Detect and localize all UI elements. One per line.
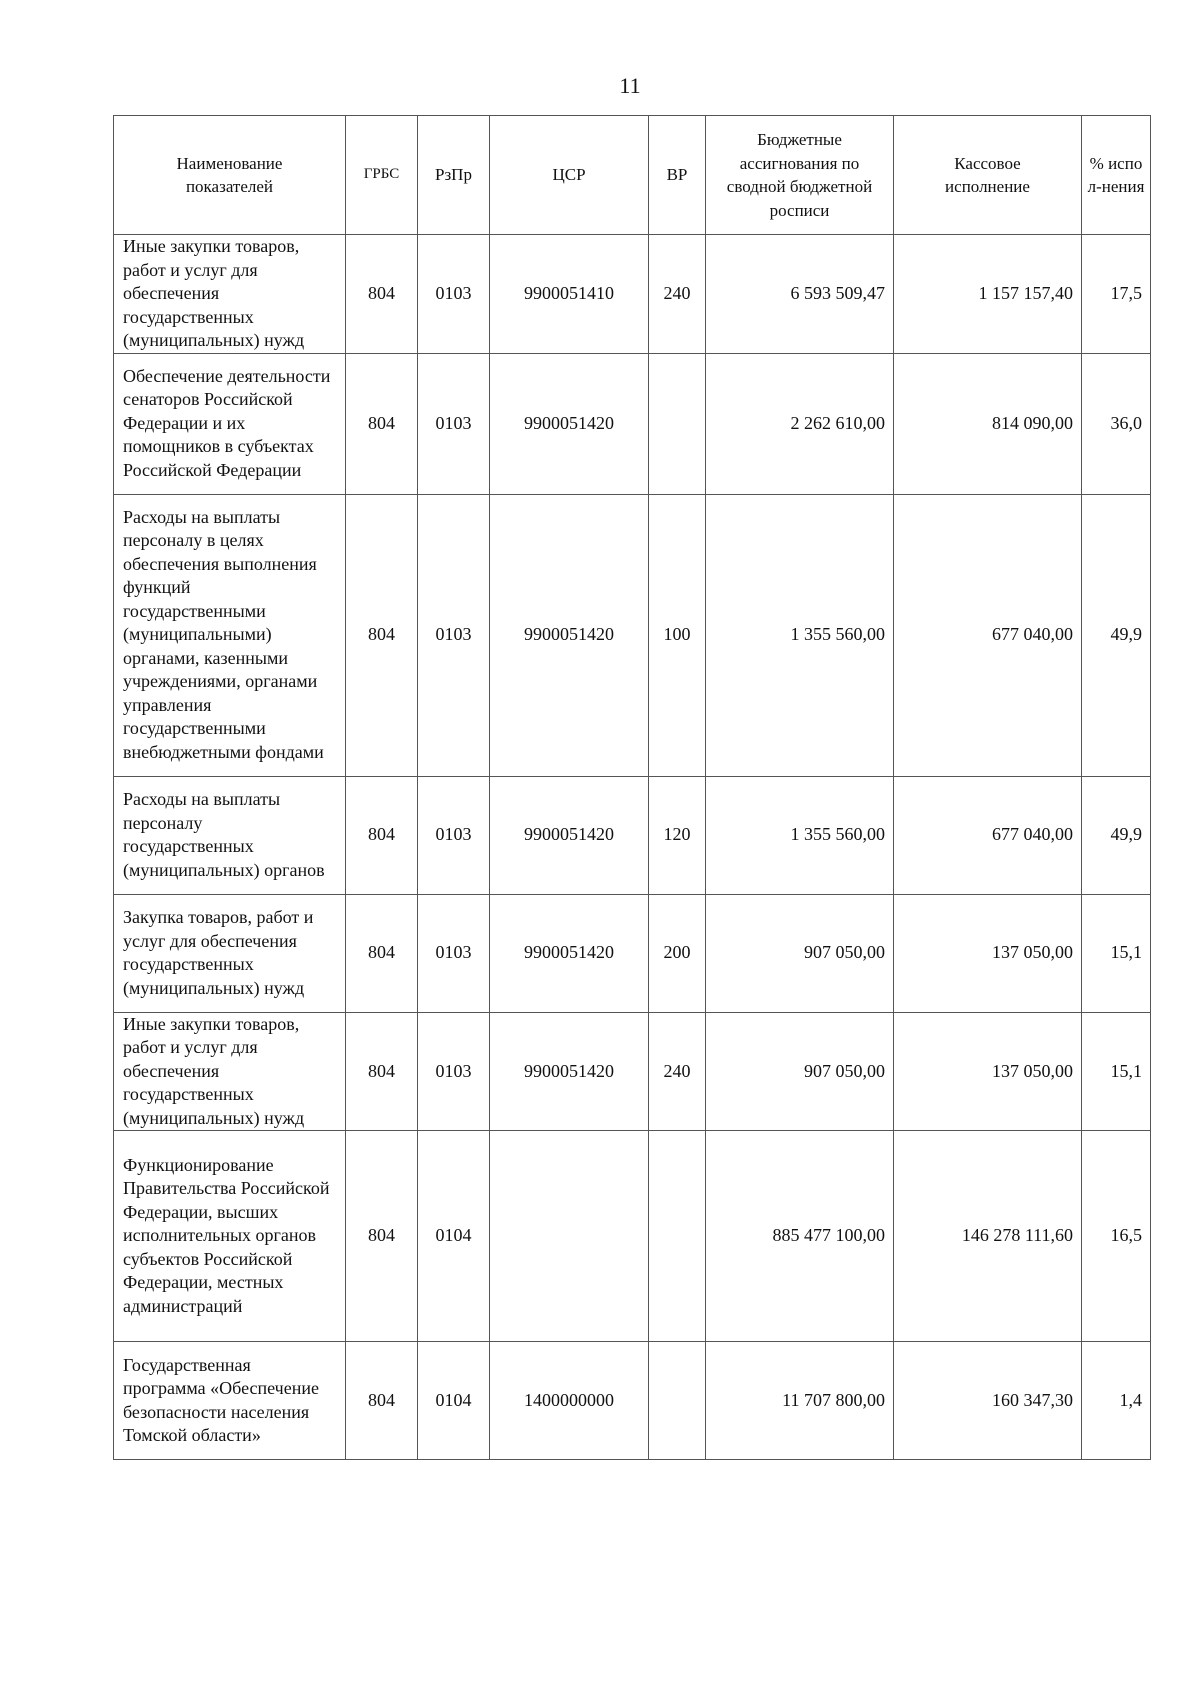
- header-name: Наименование показателей: [114, 116, 346, 235]
- row-grbs: 804: [346, 494, 418, 776]
- row-rzpr: 0103: [418, 235, 490, 354]
- row-rzpr: 0103: [418, 1012, 490, 1131]
- row-percent: 36,0: [1082, 353, 1151, 494]
- row-percent: 15,1: [1082, 1012, 1151, 1131]
- row-csr: 9900051420: [490, 776, 649, 894]
- row-cash-execution: 137 050,00: [894, 1012, 1082, 1131]
- row-grbs: 804: [346, 235, 418, 354]
- row-csr: 9900051420: [490, 353, 649, 494]
- row-percent: 15,1: [1082, 894, 1151, 1012]
- row-cash-execution: 137 050,00: [894, 894, 1082, 1012]
- row-grbs: 804: [346, 894, 418, 1012]
- header-grbs: ГРБС: [346, 116, 418, 235]
- table-header-row: [114, 116, 1151, 235]
- row-name: Расходы на выплаты персоналу государственных (муниципальных) органов: [114, 776, 346, 894]
- row-vr: 100: [649, 494, 706, 776]
- row-assignments: 6 593 509,47: [706, 235, 894, 354]
- row-csr: 1400000000: [490, 1342, 649, 1460]
- budget-execution-table: [113, 115, 1151, 1460]
- row-assignments: 907 050,00: [706, 1012, 894, 1131]
- row-grbs: 804: [346, 776, 418, 894]
- row-csr: 9900051420: [490, 494, 649, 776]
- row-cash-execution: 146 278 111,60: [894, 1131, 1082, 1342]
- table-row: [114, 776, 1151, 894]
- table-row: [114, 1131, 1151, 1342]
- row-rzpr: 0104: [418, 1131, 490, 1342]
- row-name: Функционирование Правительства Российской Федерации, высших исполнительных органов субъектов Российской Федерации, местных администраций: [114, 1131, 346, 1342]
- row-csr: [490, 1131, 649, 1342]
- row-cash-execution: 677 040,00: [894, 494, 1082, 776]
- row-cash-execution: 160 347,30: [894, 1342, 1082, 1460]
- row-assignments: 11 707 800,00: [706, 1342, 894, 1460]
- row-rzpr: 0103: [418, 353, 490, 494]
- row-name: Обеспечение деятельности сенаторов Российской Федерации и их помощников в субъектах Российской Федерации: [114, 353, 346, 494]
- row-rzpr: 0103: [418, 776, 490, 894]
- row-csr: 9900051410: [490, 235, 649, 354]
- table-row: [114, 1012, 1151, 1131]
- row-percent: 49,9: [1082, 494, 1151, 776]
- row-vr: [649, 353, 706, 494]
- row-vr: 240: [649, 235, 706, 354]
- row-vr: [649, 1131, 706, 1342]
- table-row: [114, 894, 1151, 1012]
- header-percent: % испол-нения: [1082, 116, 1151, 235]
- row-cash-execution: 677 040,00: [894, 776, 1082, 894]
- header-assignments: Бюджетные ассигнования по сводной бюджетной росписи: [706, 116, 894, 235]
- row-percent: 17,5: [1082, 235, 1151, 354]
- header-rzpr: РзПр: [418, 116, 490, 235]
- row-rzpr: 0104: [418, 1342, 490, 1460]
- row-assignments: 885 477 100,00: [706, 1131, 894, 1342]
- row-percent: 1,4: [1082, 1342, 1151, 1460]
- header-cash-execution: Кассовое исполнение: [894, 116, 1082, 235]
- row-name: Расходы на выплаты персоналу в целях обеспечения выполнения функций государственными (муниципальными) органами, казенными учреждениями, органами управления государственными внебюджетными фондами: [114, 494, 346, 776]
- row-grbs: 804: [346, 1131, 418, 1342]
- header-csr: ЦСР: [490, 116, 649, 235]
- row-percent: 49,9: [1082, 776, 1151, 894]
- row-assignments: 907 050,00: [706, 894, 894, 1012]
- row-name: Государственная программа «Обеспечение безопасности населения Томской области»: [114, 1342, 346, 1460]
- row-percent: 16,5: [1082, 1131, 1151, 1342]
- row-name: Закупка товаров, работ и услуг для обеспечения государственных (муниципальных) нужд: [114, 894, 346, 1012]
- row-cash-execution: 1 157 157,40: [894, 235, 1082, 354]
- table-row: [114, 494, 1151, 776]
- row-csr: 9900051420: [490, 894, 649, 1012]
- row-name: Иные закупки товаров, работ и услуг для обеспечения государственных (муниципальных) нужд: [114, 235, 346, 354]
- page-number: 11: [619, 73, 641, 98]
- table-row: [114, 1342, 1151, 1460]
- row-assignments: 1 355 560,00: [706, 494, 894, 776]
- row-vr: 240: [649, 1012, 706, 1131]
- row-grbs: 804: [346, 1012, 418, 1131]
- row-name: Иные закупки товаров, работ и услуг для обеспечения государственных (муниципальных) нужд: [114, 1012, 346, 1131]
- row-vr: [649, 1342, 706, 1460]
- row-rzpr: 0103: [418, 494, 490, 776]
- row-grbs: 804: [346, 1342, 418, 1460]
- row-assignments: 2 262 610,00: [706, 353, 894, 494]
- row-csr: 9900051420: [490, 1012, 649, 1131]
- header-vr: ВР: [649, 116, 706, 235]
- row-vr: 200: [649, 894, 706, 1012]
- row-cash-execution: 814 090,00: [894, 353, 1082, 494]
- table-row: [114, 235, 1151, 354]
- row-rzpr: 0103: [418, 894, 490, 1012]
- row-grbs: 804: [346, 353, 418, 494]
- row-assignments: 1 355 560,00: [706, 776, 894, 894]
- row-vr: 120: [649, 776, 706, 894]
- table-row: [114, 353, 1151, 494]
